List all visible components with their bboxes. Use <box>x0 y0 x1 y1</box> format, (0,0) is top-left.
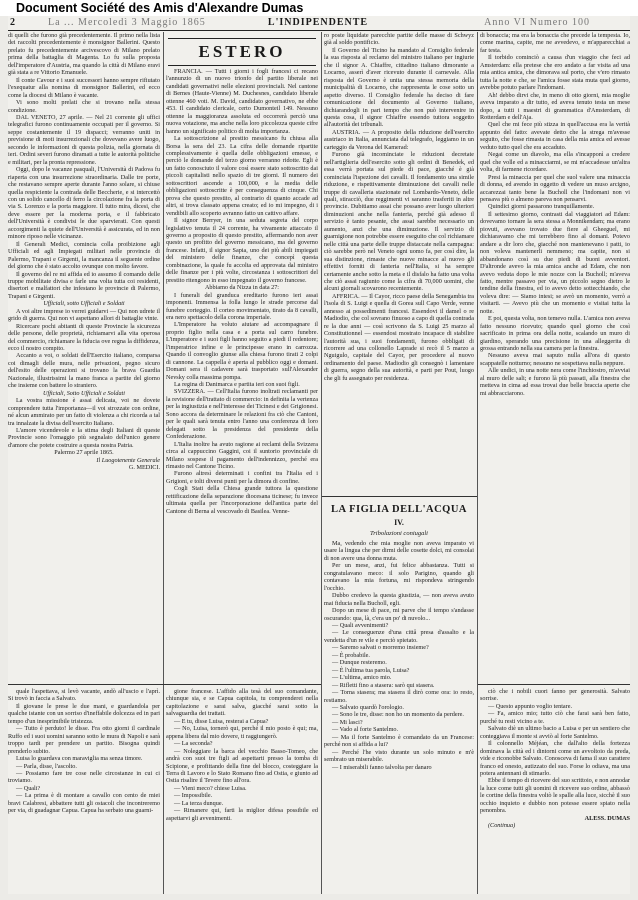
column-rule <box>163 32 164 894</box>
dialogue-line: — È probabile. <box>332 651 370 659</box>
watermark: Document Société des Amis d'Alexandre Dumas <box>0 0 638 16</box>
paragraph: La sottoscrizione al prestito messicano fu chiusa alla Borsa la sera del 23. La cifra delle domande ripartite complessivamente è quella delle obbligazioni emesse, e perciò le domande del terzo giorno verranno ridotte. Egli è un fatto conosciuto il valore così essere stato sottoscritto dai piccoli capitalisti nello spazio di tre giorni. Il numero dei sottoscrittori ascende a 100,000, e la media delle obbligazioni sottoscritte è per conseguenza di cinque. Chi prova che questo prestito, al contrario di quanto accade ad altri, si trova classato appena creato; ed io mi impegno, di i vendibili allo scoperto avranno fatto un cattivo affare. <box>166 135 318 217</box>
paragraph: Abbiamo da Nizza in data 27: <box>204 284 280 292</box>
paragraph: Accanto a voi, o soldati dell'Esercito italiano, comparsa coi dimagli delle mura, nelle privazioni, pegno sicuro dell'esito delle operazioni si trovano la brava Guardia Nazionale, illustrissimi la mano franca a partite del giorno che insieme con battere lo straniero. <box>8 352 160 390</box>
newspaper-title: L'INDIPENDENTE <box>267 17 369 28</box>
paragraph: A voi altre imprese io verrei guidarvi — Qui non udrete il grido di guerra. Qui non vi aspettano allori di battaglie vinte. <box>8 307 160 323</box>
paragraph: Il settesimo giorno, contrasti dal viaggiatori ad Edam: dovevamo tornare la sera stessa a Monnikendam; ma erano piovuti, avevano trovato due fiere al Gheeguel, mi dichiaravamo che mi terrebbero fino al domani. Potevo andare a dir loro che, giacché non mantenevano i patti, io non voleva mantenerli nemmeno; ma capite, non si abbandonano così su due piedi di buoni avventori. D'altronde avevo la mia amica anche ad Edam, che non avevo veduta dopo le mie nozze con la Bucholl; m'aveva fatto, mentre passavo per via, un piccolo segno dietro le tendine della finestra, ed io avevo detto sottecchiando, che voleva dire: — Siamo intesi; se avrò un momento, verrò a visitarti. — Avevo più che un momento e visitai tutta la notte. <box>480 210 630 315</box>
dialogue-line: — La prima è di montare a cavallo con cento de miei bravi Calabresi, abbattere tutti gli ostacoli che incontreremo per via, di guadagnar Capua. Capua ha serbato una guarni- <box>8 792 160 815</box>
dialogue-line: — E tu, disse Luisa, resterai a Capua? <box>174 717 269 725</box>
column-rule <box>477 32 478 894</box>
paragraph: Il Generali Medici, comincia colla proibizione agli Ufficiali ed agli Impiegati militari nelle provincie di Palermo, Trapani e Girgenti, la mancanza il seguente ordine del giorno che è stato accolto ovunque con molto favore. <box>8 240 160 271</box>
feuilleton-chapter: IV. <box>394 518 404 527</box>
dateline: Palermo 27 aprile 1865. <box>54 449 114 457</box>
paragraph: Il signor Berryer, in una seduta segreta del corpo legislativo tenuta il 24 corrente, ha vivamente attaccato il governo a proposito di questo prestito, affermando non aver questo un profitto del governo messicano, ma del governo francese. Infatti, il signor Sapia, uno dei più abili impiegati del ministero delle finanze, che concepì questa combinazione, la quale fu accolta ed approvata dal ministro delle finanze per i più volte, circostanza i sottoscrittori del prestito ritengono in esso impegnato il governo francese. <box>166 217 318 284</box>
page-number: 2 <box>10 17 15 28</box>
paragraph: L'Imperatore ha voluto aiutare ad accompagnare il proprio figlio nella casa e a porta sul carro funebre. L'imperatore e i suoi figli hanno seguito a piedi il redentore; l'imperatrice infine e le principesse erano in carrozza. Quando il convoglio giunse alla chiesa furono tirati 2 colpi di cannone. La cappella è aperta al pubblico oggi e domani. Domani sera il cadavere sarà trasportato sull'Alexander Nevsky colla massima pompa. <box>166 321 318 381</box>
subheading: Ufficiali, Sotto Ufficiali e Soldati <box>43 389 125 397</box>
dialogue-line: — Perché l'he visto durante un solo minuto e m'è sembrato un miserabile. <box>324 748 474 764</box>
feuilleton-rule <box>478 684 630 685</box>
paragraph: Ah! debbo dirvi che, in meno di otto giorni, mia moglie aveva imparato a dir tutto, ed aveva tenuto testa un mese dopo, a tutti i maestri di grammatica d'Amsterdam, di Rotterdam e dell'Aja. <box>480 91 630 121</box>
feuilleton-rule <box>322 496 477 497</box>
paragraph: ciò che i nobili cuori fanno per generosità. Salvato sorrise. <box>480 688 630 703</box>
dialogue-line: — Tutto è perduto! le disse. Fra otto giorni il cardinale Ruffo ed i suoi uomini saranno sotto le mura di Napoli e sarà troppo tardi per prendere un partito. Bisogna quindi prenderlo subito. <box>8 725 160 755</box>
paragraph: Il governo del re mi affida ed io assumo il comando delle truppe mobilitate divisa e farle una volta tutta coi residenti, disertori e malfattori che infestano le provincie di Palermo, Trapani e Girgenti. <box>8 270 160 300</box>
dialogue-line: — Noleggiare la barca del vecchio Basso-Tomeo, che andrà con suoi tre figli ad aspettarti presso la tomba di Scipione, e profittando della fine del blocco, costeggiare la Terra di Lavoro e lo Stato Romano fino ad Ostia, e giunto ad Ostia risalire il Tevere fino all'ora. <box>166 747 318 785</box>
paragraph: gione francese. L'affido alla tesà del suo comandante, chiunque sia, e se Capua capitola, tu comprenderei nella capitolazione e sarai salva, giacché sarai sotto la salvaguardia dei trattati. <box>166 688 318 718</box>
paragraph: Presi la minaccia per quel che suol valere una minaccia di donna, ed avendo in oggetto di vedere un muso arcigno, accarezzai tanto bene la Bucholl che l'indomani non vi pensava più o almeno pareva non pensarvi. <box>480 173 630 203</box>
paragraph: I funerali del granduca ereditario furono ieri assai imponenti. Immensa la folla lungo le strade percorse dal funebre corteggio. Il corteo movimentato, tirato da 8 cavalli, era nero spettacolo della corona imperiale. <box>166 291 318 321</box>
dialogue-line: — Rimanere qui, farti la miglior difesa possibile ed aspettarvi gli avvenimenti. <box>166 807 318 822</box>
feuilleton-column-3 <box>324 540 474 894</box>
paragraph: AFFRICA. — Il Cayor, ricco paese della Senegambia tra l'isola di S. Luigi e quella di Gorea sull Capo Verde, venne annesso ai possedimenti francesi. Essendovi il damel o re Madiodio, che col sovrano finuoso a capo di quella contrada re la due anni — così scrivono da S. Luigi 25 marzo al Constitutionnel — essendosi mostrato incapace di stabilire l'autorità sua, i suoi fondamenti, furono obbligati di ricorrere ad una collonello Laprade si recò il 5 marzo a Nguigulo, capitale del Cayor, per procedere al nuovo ordinamento del paese. Madiodio gli consegnò i lamentare di guerra, segno della sua autorità, e parti per Pout, luogo che gli fu assegnato per residenza. <box>324 292 474 382</box>
paragraph: Quindici giorni passarono tranquillamente. <box>488 203 595 211</box>
dialogue-line: — Quali avvenimenti? <box>332 621 389 629</box>
paragraph: Salvato diè un ultimo bacio a Luisa e per un sentiero che conteggiava il monte si avviò al forte Santelmo. <box>480 725 630 740</box>
dialogue-line: — Saremo salvati o morremo insieme? <box>332 644 429 652</box>
paragraph: Negai come un diavolo, ma ella s'incapponì a credere quel che volle ed a minacciarmi, se mi m'accadesse un'altra volta, di farmene ricordare. <box>480 151 630 174</box>
dialogue-line: — Questo appunto voglio tentare. <box>488 702 573 710</box>
paragraph: Nessuno aveva mai saputo nulla all'ora di questo scappatelle notturno; nessuno ne sospettava nulla neppure. <box>480 352 630 367</box>
dialogue-line: — Quali? <box>16 784 41 792</box>
paragraph: di bonaccia; ma era la bonaccia che precede la tempesta. Io, come marina, capite, me ne avvedevo, e m'apparecchiai a far testa. <box>480 32 630 54</box>
dialogue-line: — No, Luisa, tornerò qui, perché il mio posto è qui; ma, appena libera dal mio dovere, ti raggiungerò. <box>166 725 318 740</box>
paragraph: Oggi, dopo le vacanze pasquali, l'Università di Padova fu riaperta con una insurrezione straordinaria. Dalle tre porte, che restavano sempre aperte durante l'anno solare, si chiuse quella respiciente la contrada delle Beccherie, e si intercettò con un solido cancello di ferro la circolazione fra la porta di via S. Lorenzo e la porta maggiore. Il tutto mira, dicesi, che deve essere per la moderna porta, e il fabbricato dell'Università è condivisi le due sparvierati. Con questi accorgimenti la quiete dell'Università è assicurata, ed in non minore riposo nelle vicinanze. <box>8 166 160 241</box>
header-faded-right: Anno VI Numero 100 <box>484 17 590 28</box>
paragraph: Il torbido cominciò a causa d'un viaggio che feci ad Amsterdam: ella pretese che ero andato a far visita ad una mia antica amica, che dimorava sul porto, che v'ero rimasto tutta la notte e che, se l'amica fosse stata muta quel giorno, avrebbe potuto parlare l'indomani. <box>480 54 630 92</box>
paragraph: Furono già incominciate le riduzioni decretate nell'artiglieria dell'esercito sotto gli ordini di Benedek, ed essa verrà portata sul piede di pace, giacché è già cominciata l'ispezione dei cavalli. Il fondamento una simile riduzione, e rispettivamente diminuzione dei cavalli nelle truppe di cavalleria stazionate nel Lombardo-Veneto, delle quali, stiracciò, due reggimenti vi saranno trasferiti in altre provincie. Dubitiamo assai che possano aver luogo ulteriori diminuzioni anche nella fanteria, perché già adesso il servizio è tanto pesante, che assai sarebbe necessario un aumento, anzi che una diminuzione. Il servizio di guarnigione non potrebbe essere eseguito che col richiamare nelle città una parte delle truppe distaccate nella campagna: ciò sarebbe però nel Veneto ogni uomo fa, per così dire, la sua distinzione, rimaste che nuove minacce al nuovo gli effettivi forniti di fanteria nell'Italia, si ha sempre certamente anche sotto la meta e il disfalo ha fatto una volta che ciò assai ragiunto come la cifra di 70,000 uomini, che alcuni giornali scovarono recentemente. <box>324 151 474 293</box>
paragraph: La regina di Danimarca e partita ieri con suoi figli. <box>174 381 300 389</box>
paragraph: Quel che mi fece più stizza in quell'accusa era la verità appunto del fatto: avevate detto che la strega m'avesse seguito, che fosse rimasta in casa della mia amica ed avesse veduto tutto quel che era accaduto. <box>480 121 630 151</box>
column-1 <box>8 32 160 682</box>
paragraph: Il giovane le prese le due mani, e guardandola per qualche istante con un sorriso d'ineffabile dolcezza ed in pari tempo d'un inesprimibile tristezza. <box>8 702 160 725</box>
subheading: Ufficiali, sotto Ufficiali e Soldati <box>43 300 125 308</box>
paragraph: FRANCIA. — Tutti i giorni i fogli francesi ci recano l'annunzio di un nuovo trionfo del partito liberale nei candidati governativi nelle elezioni provinciali. Nel cantone di Bernes (Haute-Vienne) M. Duchesnes, candidato liberale ottenne 460 voti. M. David, candidato governativo, ne ebbe 453. Il candidato clericale, certo Dumonteil 149. Nessuno ottenne la maggioranza assoluta ed occorrerà perciò una nuova votazione, ma anche nella loro piccolezza queste cifre hanno un significato politico di molta importanza. <box>166 68 318 135</box>
column-2 <box>166 68 318 682</box>
feuilleton-title: LA FIGLIA DELL'ACQUA <box>330 504 468 515</box>
paragraph: Il Governo del Ticino ha mandato al Consiglio federale la sua risposta al reclamo del ministro italiano per ingiurie che il signor A. Chiaffre, cittadino italiano dimorante a Locarno, asserì d'aver ricevuto durante il carnevale. Alla risposta del Governo è unita una stessa memoria della municipalità di Locarno, che rappresenta le cose sotto un aspetto diverso. Il Consiglio federale ha deciso di fare comunicazione del documento al Governo italiano, dichiarandogli in pari tempo che non può intervenire in questa cosa, il signor Chiaffre essendo tuttora soggetto all'autorità dei tribunali. <box>324 46 474 129</box>
paragraph: quale l'aspettava, si levò vacante, andò all'uscio e l'aprì. Si trovò in faccia a Salvato. <box>8 688 160 703</box>
paragraph: Ricercare pochi abitanti di queste Provincie la sicurezza delle persone, delle proprietà, richiamarvi alla vita operosa del commercio, richiamare la fiducia ove regna la diffidenza, ecco il nostro compito. <box>8 322 160 353</box>
signature: G. MEDICI. <box>128 464 160 472</box>
paragraph: Il conte Cavour e i suoi successori hanno sempre rifiutato l'exequatur alla nomina di monsignor Ballerini, ed ecco come la diocesi di Milano è vacante. <box>8 76 160 99</box>
header-faded-left: La ... Mercoledì 3 Maggio 1865 <box>48 17 206 28</box>
dialogue-line: — La terza dunque. <box>174 799 224 807</box>
feuilleton-column-1 <box>8 688 160 894</box>
dialogue-line: — La seconda? <box>174 740 213 748</box>
continued-note: (Continua) <box>488 822 516 830</box>
newspaper-page <box>8 16 630 894</box>
paragraph: Vi sono molti prelati che si trovano nella stessa condizione. <box>8 99 160 114</box>
dialogue-line: — Torna stasera; ma stasera il dirò come ora: io resto, restiamo. <box>324 689 474 704</box>
author-signature: ALESS. DUMAS <box>584 814 630 822</box>
dialogue-line: — Vieni meco? chiese Luisa. <box>174 784 247 792</box>
column-4 <box>480 32 630 682</box>
dialogue-line: — Mi lasci? <box>332 718 363 726</box>
dialogue-line: — Vado al forte Santelmo. <box>332 726 399 734</box>
feuilleton-rule <box>8 684 321 685</box>
dialogue-line: — Sono le tre, disse: non ho un momento da perdere. <box>332 711 464 719</box>
page-header <box>8 16 630 31</box>
paragraph: Dubbo credevo la questa giustizia, — non aveva avuto mai fiducia nella Bucholl, egli. <box>324 592 474 607</box>
dialogue-line: — Dunque resteremo. <box>332 659 387 667</box>
paragraph: Ma, vedendo che mia moglie non aveva imparato vi usare la lingua che per dirmi delle cosette dolci, mi consolai di non avere una donna muta. <box>324 540 474 562</box>
paragraph: DAL VENETO, 27 aprile. — Nel 21 corrente gli uffici telegrafici furono continuamente occupati per il governo. Si seppe costantemente il 19 dispacci; verranno uniti in previsione di moti insurrezionali che dovevano avere luogo, secondo le informazioni di questa polizia, nella giornata di ieri. Ordini severi furono diramati a tutte le autorità politiche e militari, per la pronta repressione. <box>8 113 160 166</box>
dialogue-line: — Ma il forte Santelmo è comandato da un Francese: perché non si affida a lui? <box>324 733 474 749</box>
dialogue-line: — Le conseguenze d'una cittâ presa d'assalto e la vendetta d'un re vile e perciò spietato. <box>324 629 474 644</box>
paragraph: Cogli Stati della Chiesa grande tuttora la questione rettificazione della separazione diocesana ticinese; fu invece ultimata quella per l'incorporazione dell'antica parte del Cantone di Berna al vescovado di Basilea. Venne- <box>166 485 318 515</box>
paragraph: AUSTRIA. — A proposito della riduzione dell'esercito austriaco in Italia, annunciata dal telegrafo, leggiamo in un carteggio da Verona del Kamerad: <box>324 128 474 151</box>
signature-title: Il Luogotenente Generale <box>96 456 160 464</box>
paragraph: L'amore vicendevole e la stima degli Italiani di queste Provincie sono l'omaggio più segnalato dell'unico genere d'amore che potete costruire a questa nostra Patria. <box>8 427 160 449</box>
paragraph: E poi, questa volta, non temevo nulla. L'amica non aveva fatto nessuno ricevuto; quando quel giorno che così sacrificato in prima ora della notte, scalando un muro di giardino, sperando una precisione in una alleggerita di grossa entrando nella sua camera per la finestra. <box>480 315 630 353</box>
dialogue-line: — È l'ultima tua parola, Luisa? <box>332 666 410 674</box>
paragraph: Alle undici, in una notte nera come l'inchiostro, m'avviai al muro delle sali; e furono là più passati, alla finestra che metteva in cima ad essa trovai due belle braccia aperte che mi abbracciarono. <box>480 367 630 397</box>
paragraph: L'Italia inoltre ha avuto ragione ai reclami della Svizzera circa al cappuccino Gaggini, coi il suntorio provinciale di Milano sospese il pagamento dell'indennizzo, perché era rimasto nel Cantone Ticino. <box>166 440 318 471</box>
paragraph: Luisa lo guardava con maraviglia ma senza timore. <box>16 755 143 763</box>
dialogue-line: — Rifletti fino a stasera: sarò qui stasera. <box>332 681 435 689</box>
dialogue-line: — Possiamo fare tre cose nelle circostanze in cui ci troviamo. <box>8 769 160 785</box>
paragraph: La vostra missione è assai delicata, voi ne dovete comprendere tutta l'importanza—il voi strozzate con ordine, né alcun ammirato per un fatto di violenza a chi ricorda a tal tra innalzate la divisa dell'esercito Italiano. <box>8 397 160 427</box>
dialogue-line: — Salvato quardò l'orologio. <box>332 703 404 711</box>
paragraph: Dopo un mese di pace, mi parve che il tempo s'andasse oscurando: qua, là, c'era un po' di nuvolo... <box>324 607 474 622</box>
paragraph: Per un mese, anzi, fui felice abbastanza. Tutti si congratulavano meco: il solo Parigino, quando gli contavano la mia fortuna, mi rispondeva stringendo l'occhio. <box>324 562 474 592</box>
dialogue-line: — Impossibile. <box>174 792 213 800</box>
dialogue-line: — I miserabili fanno talvolta per danaro <box>332 763 432 771</box>
feuilleton-column-4 <box>480 688 630 894</box>
feuilleton-column-2 <box>166 688 318 894</box>
paragraph: Ebbe il tempo di ricevere del suo scrittoio, e non annodar la luce come tutti gli uomini di ricevere suo ordine, abbassò le cortine della finestra voltò le spalle alla luce, sicchè il suo occhio inquieto e dubbio non potesse essere spiato nella penombra. <box>480 777 630 815</box>
paragraph: di quelli che furono già precedentemente. Il primo nella lista dei raccolti precedentemente è monsignor Ballerini. Questo prelato fu precedentemente arcivescovo di Milano prelato prima della battaglia di Magenta. Lo fu sulla proposta dell'imperatore d'Austria, ma quando la città di Milano eravi già stata a re Vittorio Emanuele. <box>8 32 160 77</box>
column-rule <box>321 32 322 894</box>
paragraph: SVIZZERA. — Cell'Italia furono inoltrati reclamanti per la revisione dell'trattato di commercio: in definita la vertenza per la ingiustizia e nell'interesse dei Ticinesi e dei Grigionesi. Sono accora da determinare le relazioni fra ciò che Cantoni, per le quali sarà tenuta entro l'anno una conferenza di loro delegati sotto la presidenza del presidente della Confederazione. <box>166 388 318 441</box>
paragraph: ro poste liquidate parecchie partite delle masse di Schwyz già al soldo pontificio. <box>324 32 474 47</box>
feuilleton-subtitle: Tribolazioni coniugali <box>370 530 428 537</box>
dialogue-line: — Fa, amico mio; tutto ciò che farai sarà ben fatto, purché tu resti vicino a te. <box>480 710 630 725</box>
paragraph: Il colonnello Méjéan, che dall'alto della fortezza dominava la città ed i dintorni come un avvoltoio da preda, vide e riconobbe Salvato. Conosceva di fama il suo carattere franco ed onesto, autizzato del suo. Forse lo odiava, ma una potera antennani di stimarlo. <box>480 740 630 777</box>
dialogue-line: — L'ultima, amico mio. <box>332 674 392 682</box>
column-3 <box>324 32 474 494</box>
paragraph: Furono altresì determinati i confini tra l'Italia ed i Grigioni, e tolti diversi punti per la dimora di confine. <box>166 470 318 485</box>
dialogue-line: — Parla, disse, l'ascolto. <box>16 762 77 770</box>
section-title-estero: ESTERO <box>168 38 316 66</box>
